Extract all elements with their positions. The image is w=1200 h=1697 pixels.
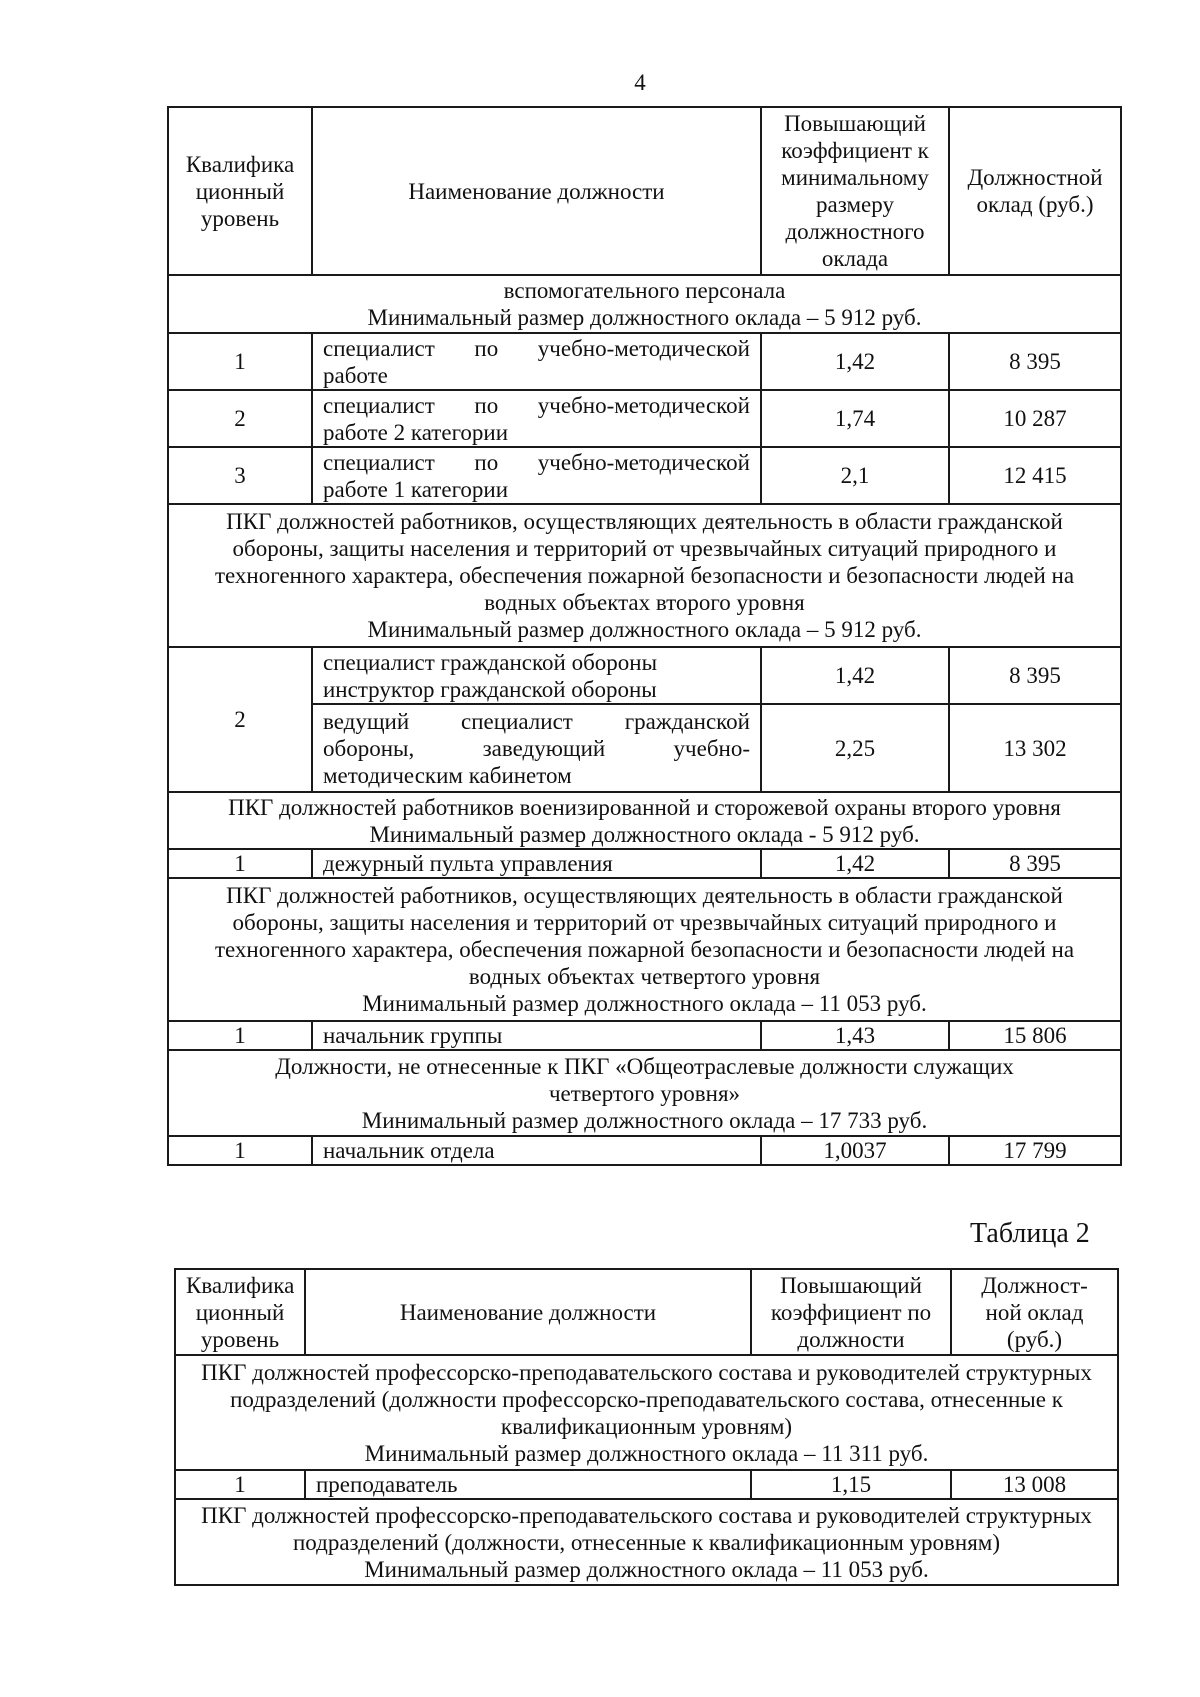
cell-coefficient: 1,42: [761, 849, 949, 878]
cell-name: [312, 447, 761, 504]
cell-salary: 13 008: [951, 1470, 1118, 1499]
group-title: ПКГ должностей профессорско-преподавательского состава и руководителей структурных подразделений (должности профессорско-преподавательского состава, отнесенные к квалификационным уровням): [201, 1359, 1092, 1439]
header-coefficient: Повышающий коэффициент к минимальному размеру должностного оклада: [761, 107, 949, 275]
table-row: [168, 447, 1121, 504]
group-min-salary: Минимальный размер должностного оклада – 11 053 руб.: [364, 1556, 929, 1582]
table-header-row: [175, 1269, 1118, 1355]
cell-name: [312, 333, 761, 390]
header-name: Наименование должности: [312, 107, 761, 275]
cell-salary: 8 395: [949, 647, 1121, 704]
cell-name-line: специалист гражданской обороны: [323, 649, 658, 675]
table-row: [168, 1021, 1121, 1050]
table-row: [168, 647, 1121, 704]
header-level: Квалифика ционный уровень: [168, 107, 312, 275]
group-header: [168, 792, 1121, 849]
cell-coefficient: 1,43: [761, 1021, 949, 1050]
page-number: 4: [634, 70, 646, 95]
header-salary: Должностной оклад (руб.): [949, 107, 1121, 275]
cell-name: начальник отдела: [312, 1136, 761, 1165]
group-title: Должности, не отнесенные к ПКГ «Общеотраслевые должности служащих четвертого уровня»: [275, 1053, 1014, 1106]
group-header: [175, 1499, 1118, 1585]
header-name: Наименование должности: [305, 1269, 751, 1355]
cell-name-line: работе 1 категории: [323, 476, 509, 502]
group-title: ПКГ должностей работников, осуществляющих деятельность в области гражданской обороны, защиты населения и территорий от чрезвычайных ситуаций природного и техногенного характера, обеспечения пожарной безопасности и безопасности людей на водных объектах второго уровня: [214, 509, 1075, 615]
cell-salary: 12 415: [949, 447, 1121, 504]
group-header: [175, 1355, 1118, 1470]
table-row: [175, 1470, 1118, 1499]
cell-salary: 10 287: [949, 390, 1121, 447]
group-min-salary: Минимальный размер должностного оклада – 11 053 руб.: [362, 991, 927, 1016]
cell-name-line: специалист по учебно-методической: [323, 335, 750, 361]
cell-coefficient: 1,74: [761, 390, 949, 447]
cell-coefficient: 1,42: [761, 333, 949, 390]
cell-name-line: специалист по учебно-методической: [323, 449, 750, 475]
table-row: [168, 390, 1121, 447]
header-salary: Должност- ной оклад (руб.): [951, 1269, 1118, 1355]
cell-name-line: инструктор гражданской обороны: [323, 676, 657, 702]
table-header-row: [168, 107, 1121, 275]
group-title: ПКГ должностей работников, осуществляющих деятельность в области гражданской обороны, защиты населения и территорий от чрезвычайных ситуаций природного и техногенного характера, обеспечения пожарной безопасности и безопасности людей на водных объектах четвертого уровня: [214, 883, 1075, 989]
cell-level: 1: [168, 849, 312, 878]
group-min-salary: Минимальный размер должностного оклада – 5 912 руб.: [367, 617, 922, 642]
cell-level: 1: [168, 1021, 312, 1050]
cell-level: 1: [175, 1470, 305, 1499]
cell-name: [312, 390, 761, 447]
table-2: [174, 1268, 1119, 1586]
table-row: [168, 1136, 1121, 1165]
cell-level: 1: [168, 1136, 312, 1165]
group-min-salary: Минимальный размер должностного оклада – 11 311 руб.: [364, 1440, 929, 1466]
cell-salary: 17 799: [949, 1136, 1121, 1165]
cell-coefficient: 2,1: [761, 447, 949, 504]
cell-salary: 15 806: [949, 1021, 1121, 1050]
cell-name-line: работе 2 категории: [323, 419, 509, 445]
header-level: Квалифика ционный уровень: [175, 1269, 305, 1355]
cell-level: 2: [168, 390, 312, 447]
group-header: [168, 1050, 1121, 1136]
group-min-salary: Минимальный размер должностного оклада – 5 912 руб.: [367, 305, 922, 330]
cell-name: дежурный пульта управления: [312, 849, 761, 878]
cell-coefficient: 1,0037: [761, 1136, 949, 1165]
cell-name-line: специалист по учебно-методической: [323, 392, 750, 418]
cell-name-line: ведущий специалист гражданской обороны, заведующий учебно-: [323, 708, 750, 761]
cell-level: 2: [168, 647, 312, 792]
header-coefficient: Повышающий коэффициент по должности: [751, 1269, 951, 1355]
table-row: [168, 333, 1121, 390]
table-2-title: Таблица 2: [970, 1218, 1090, 1249]
cell-salary: 8 395: [949, 333, 1121, 390]
group-title: ПКГ должностей профессорско-преподавательского состава и руководителей структурных подразделений (должности, отнесенные к квалификационным уровням): [201, 1502, 1092, 1555]
cell-name: начальник группы: [312, 1021, 761, 1050]
cell-salary: 13 302: [949, 704, 1121, 792]
group-title: вспомогательного персонала: [503, 278, 786, 303]
cell-salary: 8 395: [949, 849, 1121, 878]
cell-name-line: работе: [323, 362, 388, 388]
group-header: [168, 275, 1121, 333]
cell-level: 1: [168, 333, 312, 390]
cell-name: [312, 704, 761, 792]
cell-name: преподаватель: [305, 1470, 751, 1499]
cell-name: [312, 647, 761, 704]
group-title: ПКГ должностей работников военизированной и сторожевой охраны второго уровня: [228, 794, 1061, 820]
cell-coefficient: 1,15: [751, 1470, 951, 1499]
group-min-salary: Минимальный размер должностного оклада - 5 912 руб.: [369, 821, 920, 847]
cell-coefficient: 2,25: [761, 704, 949, 792]
cell-level: 3: [168, 447, 312, 504]
table-row: [168, 849, 1121, 878]
table-1: [167, 106, 1122, 1166]
group-header: [168, 878, 1121, 1021]
group-min-salary: Минимальный размер должностного оклада – 17 733 руб.: [361, 1107, 928, 1133]
group-header: [168, 504, 1121, 647]
cell-name-line: методическим кабинетом: [323, 762, 572, 788]
cell-coefficient: 1,42: [761, 647, 949, 704]
